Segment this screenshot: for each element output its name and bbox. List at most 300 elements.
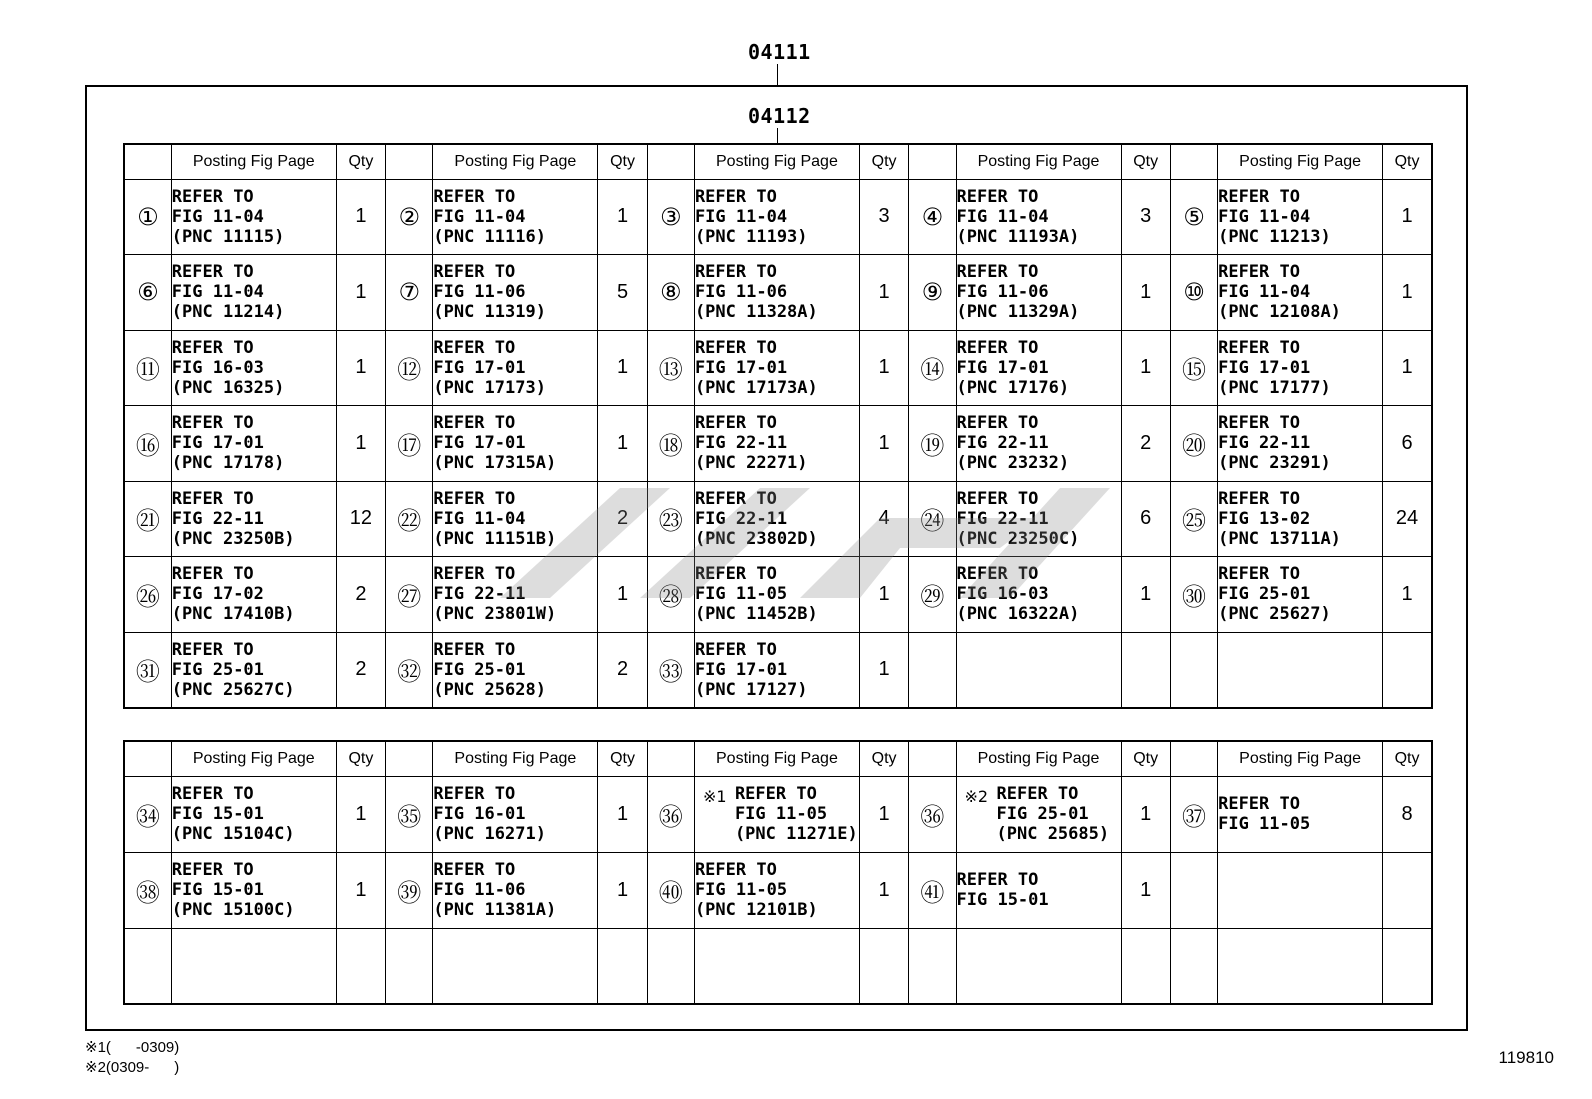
header-qty: Qty [336,144,385,179]
posting-reference [433,776,598,852]
reference-line: FIG 11-04 [433,206,526,227]
posting-reference [171,632,336,708]
posting-reference [956,255,1121,331]
quantity: 24 [1383,481,1432,557]
reference-line: REFER TO [1218,337,1300,358]
quantity: 3 [859,179,908,255]
reference-line: (PNC 22271) [694,453,808,474]
reference-line: FIG 17-01 [433,357,526,378]
footnote-mark: ※1 [702,786,727,806]
reference-line: (PNC 17127) [694,679,808,700]
item-number [1170,928,1217,1004]
reference-line: REFER TO [996,784,1079,804]
reference-line: FIG 22-11 [1218,433,1311,454]
reference-line: REFER TO [1218,488,1300,509]
reference-line: REFER TO [433,413,516,434]
posting-reference [1218,632,1383,708]
quantity [336,928,385,1004]
quantity: 2 [598,632,647,708]
reference-line: REFER TO [956,262,1039,283]
quantity: 6 [1383,406,1432,482]
quantity: 1 [1121,255,1170,331]
quantity: 2 [336,632,385,708]
reference-line: REFER TO [433,784,516,804]
quantity: 2 [1121,406,1170,482]
reference-line: (PNC 16322A) [956,604,1080,625]
posting-reference [171,557,336,633]
reference-line: (PNC 17410B) [171,604,295,625]
reference-line: FIG 25-01 [1218,584,1311,605]
quantity: 1 [859,330,908,406]
reference-line: FIG 11-04 [956,206,1049,227]
posting-reference [1218,330,1383,406]
reference-line: (PNC 23291) [1218,453,1331,474]
posting-reference [171,776,336,852]
header-number-cell [909,144,956,179]
reference-line: FIG 22-11 [171,508,264,529]
posting-reference [694,557,859,633]
reference-line: REFER TO [171,413,254,434]
quantity: 2 [598,481,647,557]
header-posting-fig-page: Posting Fig Page [956,144,1121,179]
item-number: ⑥ [124,255,171,331]
quantity [1121,928,1170,1004]
quantity: 1 [336,406,385,482]
header-qty: Qty [859,741,908,776]
header-number-cell [124,741,171,776]
header-number-cell [386,144,433,179]
header-qty: Qty [1121,741,1170,776]
reference-line: FIG 11-05 [734,804,828,824]
reference-line: FIG 16-01 [433,804,526,824]
reference-line: (PNC 16271) [433,824,546,844]
reference-line: (PNC 11452B) [694,604,818,625]
header-number-cell [1170,144,1217,179]
header-qty: Qty [1121,144,1170,179]
header-posting-fig-page: Posting Fig Page [1218,741,1383,776]
item-number: ④ [909,179,956,255]
item-number: ② [386,179,433,255]
quantity: 1 [1383,557,1432,633]
reference-line: FIG 11-06 [694,282,788,303]
item-number: ㊳ [124,852,171,928]
callout-04112: 04112 [748,104,811,128]
reference-line: (PNC 11328A) [694,302,818,323]
reference-line: (PNC 17173) [433,377,546,398]
item-number: ① [124,179,171,255]
reference-line: REFER TO [171,639,254,660]
item-number [909,632,956,708]
quantity: 1 [598,557,647,633]
reference-line: REFER TO [433,337,516,358]
reference-line: FIG 16-03 [956,584,1049,605]
posting-reference [694,255,859,331]
posting-reference [433,632,598,708]
item-number: ㊴ [386,852,433,928]
posting-reference [171,928,336,1004]
posting-reference [433,481,598,557]
item-number: ⑰ [386,406,433,482]
item-number: ③ [647,179,694,255]
header-number-cell [1170,741,1217,776]
footnote-2: ※2(0309- ) [85,1059,180,1076]
posting-reference [694,852,859,928]
header-posting-fig-page: Posting Fig Page [1218,144,1383,179]
item-number: ㉚ [1170,557,1217,633]
item-number: ㉛ [124,632,171,708]
table-row [124,928,1432,1004]
posting-reference [171,179,336,255]
item-number: ⑭ [909,330,956,406]
item-number: ⑯ [124,406,171,482]
item-number: ㉖ [124,557,171,633]
reference-line: REFER TO [171,564,254,585]
table-row [124,632,1432,708]
reference-line: REFER TO [694,488,777,509]
quantity: 1 [859,557,908,633]
posting-reference [1218,406,1383,482]
item-number: ㉜ [386,632,433,708]
posting-reference [956,406,1121,482]
posting-reference [171,330,336,406]
footnote-mark: ※2 [964,786,989,806]
reference-line: REFER TO [956,413,1039,434]
reference-line: (PNC 15104C) [171,824,295,844]
reference-line: REFER TO [1218,413,1300,434]
reference-line: REFER TO [956,186,1039,207]
reference-line: REFER TO [171,262,254,283]
table-row [124,776,1432,852]
item-number: ㊶ [909,852,956,928]
reference-line: REFER TO [694,413,777,434]
reference-line: REFER TO [1218,186,1300,207]
item-number [124,928,171,1004]
reference-line: REFER TO [433,262,516,283]
header-qty: Qty [1383,741,1432,776]
quantity: 1 [1383,255,1432,331]
header-row [124,741,1432,776]
posting-reference [171,481,336,557]
posting-reference [694,406,859,482]
reference-line: FIG 25-01 [171,659,264,680]
posting-reference [433,557,598,633]
reference-line: FIG 15-01 [171,804,264,824]
item-number: ㊱ [909,776,956,852]
reference-line: REFER TO [694,337,777,358]
reference-line: REFER TO [1218,564,1300,585]
reference-line: FIG 16-03 [171,357,264,378]
reference-line: FIG 17-01 [694,357,788,378]
header-row [124,144,1432,179]
reference-line: REFER TO [956,337,1039,358]
reference-line: (PNC 16325) [171,377,285,398]
reference-line: REFER TO [433,186,516,207]
reference-line: FIG 11-06 [433,880,526,900]
item-number: ⑮ [1170,330,1217,406]
reference-line: FIG 11-06 [956,282,1049,303]
quantity: 1 [1383,330,1432,406]
table-row [124,481,1432,557]
item-number: ㉙ [909,557,956,633]
quantity: 1 [598,330,647,406]
callout-leader-04112 [777,128,778,144]
posting-reference [1218,852,1383,928]
table-row [124,179,1432,255]
reference-line: (PNC 11271E) [734,824,858,844]
posting-reference [956,852,1121,928]
posting-reference [433,928,598,1004]
reference-line: FIG 11-04 [171,206,264,227]
reference-line: REFER TO [433,564,516,585]
item-number: ㉑ [124,481,171,557]
header-posting-fig-page: Posting Fig Page [171,144,336,179]
reference-line: FIG 25-01 [433,659,526,680]
reference-line: REFER TO [694,564,777,585]
quantity: 1 [1121,557,1170,633]
posting-reference [433,255,598,331]
reference-line: REFER TO [956,488,1039,509]
reference-line: (PNC 15100C) [171,900,295,920]
reference-line: (PNC 23232) [956,453,1070,474]
reference-line: (PNC 12108A) [1218,302,1341,323]
posting-reference [956,776,1121,852]
quantity: 12 [336,481,385,557]
reference-line: FIG 11-06 [433,282,526,303]
table-row [124,255,1432,331]
posting-reference [433,179,598,255]
reference-line: (PNC 11329A) [956,302,1080,323]
reference-line: REFER TO [734,784,817,804]
reference-line: REFER TO [956,870,1039,890]
quantity: 1 [1121,330,1170,406]
quantity: 1 [598,776,647,852]
reference-line: FIG 11-04 [171,282,264,303]
reference-line: FIG 15-01 [171,880,264,900]
item-number: ㉟ [386,776,433,852]
header-qty: Qty [336,741,385,776]
header-number-cell [909,741,956,776]
reference-line: FIG 11-05 [694,584,788,605]
posting-reference [171,406,336,482]
callout-leader-04111 [777,64,778,85]
reference-line: REFER TO [433,639,516,660]
header-posting-fig-page: Posting Fig Page [433,144,598,179]
quantity: 1 [336,852,385,928]
reference-line: FIG 22-11 [956,433,1049,454]
reference-line: (PNC 11193A) [956,226,1080,247]
posting-reference [433,852,598,928]
posting-reference [1218,928,1383,1004]
quantity: 1 [598,852,647,928]
posting-reference [694,632,859,708]
reference-line: FIG 17-01 [171,433,264,454]
quantity: 1 [336,776,385,852]
quantity: 1 [336,179,385,255]
posting-reference [956,330,1121,406]
quantity: 1 [598,406,647,482]
quantity: 1 [859,406,908,482]
posting-reference [956,557,1121,633]
header-posting-fig-page: Posting Fig Page [694,144,859,179]
header-number-cell [386,741,433,776]
reference-line: (PNC 23801W) [433,604,557,625]
item-number: ⑱ [647,406,694,482]
item-number: ⑳ [1170,406,1217,482]
reference-line: REFER TO [1218,794,1300,814]
item-number: ㉝ [647,632,694,708]
reference-line: REFER TO [694,860,777,880]
item-number: ⑤ [1170,179,1217,255]
posting-reference [1218,776,1383,852]
reference-line: (PNC 11193) [694,226,808,247]
posting-reference [956,928,1121,1004]
reference-line: (PNC 17315A) [433,453,557,474]
header-qty: Qty [859,144,908,179]
reference-line: (PNC 17177) [1218,377,1331,398]
item-number: ㉓ [647,481,694,557]
reference-line: (PNC 17173A) [694,377,818,398]
reference-line: FIG 17-01 [1218,357,1311,378]
reference-line: (PNC 25627) [1218,604,1331,625]
item-number: ⑪ [124,330,171,406]
quantity: 1 [336,255,385,331]
item-number [909,928,956,1004]
quantity [1383,632,1432,708]
reference-line: (PNC 11319) [433,302,546,323]
reference-line: FIG 11-05 [1218,814,1311,834]
table-row [124,330,1432,406]
reference-line: FIG 11-05 [694,880,788,900]
reference-line: FIG 22-11 [694,433,788,454]
item-number: ⑨ [909,255,956,331]
reference-line: FIG 11-04 [694,206,788,227]
reference-line: REFER TO [1218,262,1300,283]
quantity: 1 [859,852,908,928]
posting-reference [1218,255,1383,331]
quantity [598,928,647,1004]
quantity: 1 [859,255,908,331]
reference-line: REFER TO [171,860,254,880]
quantity: 8 [1383,776,1432,852]
reference-line: FIG 17-01 [694,659,788,680]
quantity: 4 [859,481,908,557]
quantity: 5 [598,255,647,331]
posting-reference [171,852,336,928]
item-number [1170,632,1217,708]
reference-line: (PNC 23250C) [956,528,1080,549]
posting-reference [694,481,859,557]
parts-table-1 [123,143,1433,709]
quantity: 2 [336,557,385,633]
reference-line: FIG 22-11 [956,508,1049,529]
reference-line: (PNC 17178) [171,453,285,474]
posting-reference [694,776,859,852]
header-number-cell [647,144,694,179]
item-number: ㉕ [1170,481,1217,557]
reference-line: (PNC 23802D) [694,528,818,549]
item-number: ⑬ [647,330,694,406]
item-number: ⑧ [647,255,694,331]
reference-line: FIG 13-02 [1218,508,1311,529]
callout-04111: 04111 [748,40,811,64]
item-number: ㉘ [647,557,694,633]
reference-line: (PNC 17176) [956,377,1070,398]
quantity: 3 [1121,179,1170,255]
table-row [124,852,1432,928]
reference-line: (PNC 11213) [1218,226,1331,247]
illustration-number: 119810 [1498,1048,1554,1067]
quantity: 1 [859,632,908,708]
reference-line: FIG 25-01 [996,804,1089,824]
quantity: 6 [1121,481,1170,557]
reference-line: (PNC 25685) [996,824,1110,844]
header-number-cell [124,144,171,179]
reference-line: FIG 22-11 [433,584,526,605]
reference-line: FIG 17-01 [433,433,526,454]
item-number [647,928,694,1004]
posting-reference [956,481,1121,557]
table-row [124,557,1432,633]
header-posting-fig-page: Posting Fig Page [433,741,598,776]
posting-reference [956,632,1121,708]
reference-line: FIG 11-04 [433,508,526,529]
item-number: ⑩ [1170,255,1217,331]
item-number: ㊵ [647,852,694,928]
quantity: 1 [859,776,908,852]
reference-line: (PNC 11214) [171,302,285,323]
header-qty: Qty [598,144,647,179]
reference-line: FIG 22-11 [694,508,788,529]
header-posting-fig-page: Posting Fig Page [171,741,336,776]
item-number: ㊱ [647,776,694,852]
quantity: 1 [1121,852,1170,928]
quantity: 1 [1121,776,1170,852]
reference-line: REFER TO [171,337,254,358]
reference-line: (PNC 12101B) [694,900,818,920]
footnote-1: ※1( -0309) [85,1039,180,1056]
reference-line: FIG 17-02 [171,584,264,605]
reference-line: REFER TO [694,186,777,207]
posting-reference [1218,557,1383,633]
reference-line: REFER TO [171,784,254,804]
quantity: 1 [336,330,385,406]
quantity [859,928,908,1004]
header-qty: Qty [1383,144,1432,179]
item-number: ㊲ [1170,776,1217,852]
quantity: 1 [598,179,647,255]
reference-line: REFER TO [171,186,254,207]
item-number: ㉒ [386,481,433,557]
posting-reference [694,330,859,406]
posting-reference [433,330,598,406]
reference-line: REFER TO [694,262,777,283]
item-number [1170,852,1217,928]
posting-reference [694,928,859,1004]
reference-line: (PNC 23250B) [171,528,295,549]
reference-line: REFER TO [694,639,777,660]
header-qty: Qty [598,741,647,776]
item-number: ⑦ [386,255,433,331]
posting-reference [1218,481,1383,557]
header-posting-fig-page: Posting Fig Page [694,741,859,776]
item-number [386,928,433,1004]
item-number: ㉔ [909,481,956,557]
quantity [1121,632,1170,708]
quantity [1383,928,1432,1004]
reference-line: REFER TO [433,488,516,509]
quantity: 1 [1383,179,1432,255]
header-number-cell [647,741,694,776]
